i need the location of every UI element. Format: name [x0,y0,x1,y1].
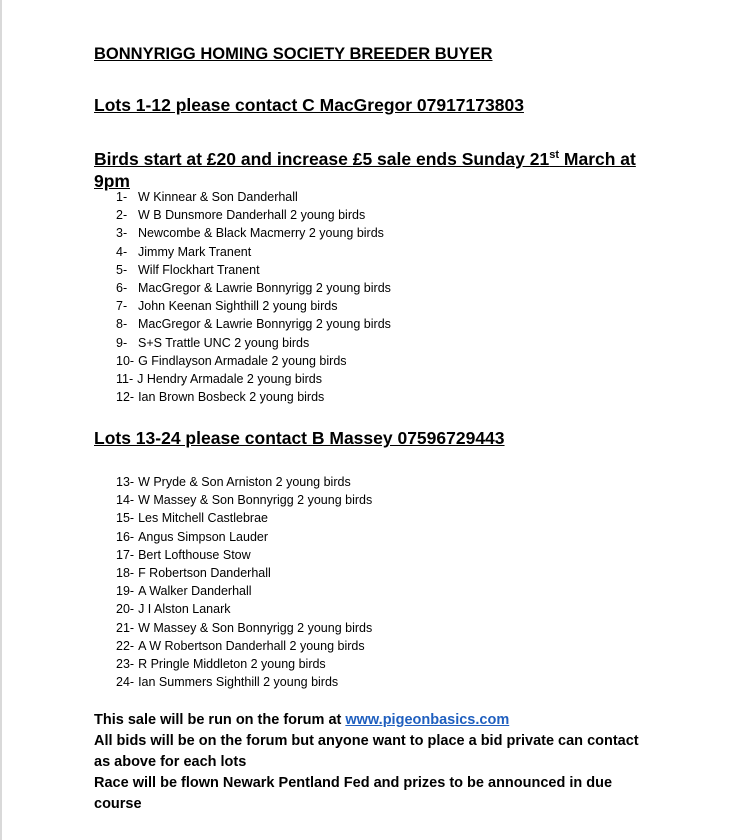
lot-item: 11- J Hendry Armadale 2 young birds [116,372,322,387]
lot-item: 19- A Walker Danderhall [116,584,252,599]
lot-item: 15- Les Mitchell Castlebrae [116,511,268,526]
lot-item: 6- MacGregor & Lawrie Bonnyrigg 2 young birds [116,281,391,296]
lot-item: 23- R Pringle Middleton 2 young birds [116,657,326,672]
sale-terms [94,144,654,192]
contact-lots-1-12: Lots 1-12 please contact C MacGregor 07917173803 [94,95,524,115]
page-edge [0,0,2,840]
lot-item: 8- MacGregor & Lawrie Bonnyrigg 2 young birds [116,317,391,332]
lot-item: 2- W B Dunsmore Danderhall 2 young birds [116,208,366,223]
lot-item: 10- G Findlayson Armadale 2 young birds [116,353,347,368]
lot-item: 9- S+S Trattle UNC 2 young birds [116,335,310,350]
lots-list-2 [116,473,372,691]
lot-item: 16- Angus Simpson Lauder [116,529,269,544]
document-title: BONNYRIGG HOMING SOCIETY BREEDER BUYER [94,45,493,63]
forum-note: This sale will be run on the forum at www.pigeonbasics.com [94,712,510,728]
lot-item: 18- F Robertson Danderhall [116,566,271,581]
lot-item: 21- W Massey & Son Bonnyrigg 2 young birds [116,620,373,635]
lot-item: 1- W Kinnear & Son Danderhall [116,190,298,204]
sale-terms-start: Birds start at £20 and increase £5 sale ends Sunday 21 [94,148,550,169]
lot-item: 13- W Pryde & Son Arniston 2 young birds [116,475,351,489]
footer-notes [94,710,654,815]
contact-lots-13-24: Lots 13-24 please contact B Massey 07596729443 [94,428,505,448]
lot-item: 3- Newcombe & Black Macmerry 2 young birds [116,226,384,241]
lot-item: 5- Wilf Flockhart Tranent [116,262,260,277]
lot-item: 7- John Keenan Sighthill 2 young birds [116,299,338,314]
lot-item: 22- A W Robertson Danderhall 2 young birds [116,638,365,653]
lots-list-1 [116,188,391,406]
lot-item: 12- Ian Brown Bosbeck 2 young birds [116,390,325,405]
lot-item: 20- J I Alston Lanark [116,602,231,617]
lot-item: 14- W Massey & Son Bonnyrigg 2 young birds [116,493,373,508]
sale-terms-sup: st [549,149,560,161]
bids-note: All bids will be on the forum but anyone want to place a bid private can contact as above for each lots [94,733,639,770]
race-note: Race will be flown Newark Pentland Fed and prizes to be announced in due course [94,775,613,812]
forum-link[interactable]: www.pigeonbasics.com [345,712,510,728]
lot-item: 24- Ian Summers Sighthill 2 young birds [116,675,339,690]
sale-terms-end: March at 9pm [94,148,636,191]
lot-item: 17- Bert Lofthouse Stow [116,547,251,562]
lot-item: 4- Jimmy Mark Tranent [116,244,252,259]
